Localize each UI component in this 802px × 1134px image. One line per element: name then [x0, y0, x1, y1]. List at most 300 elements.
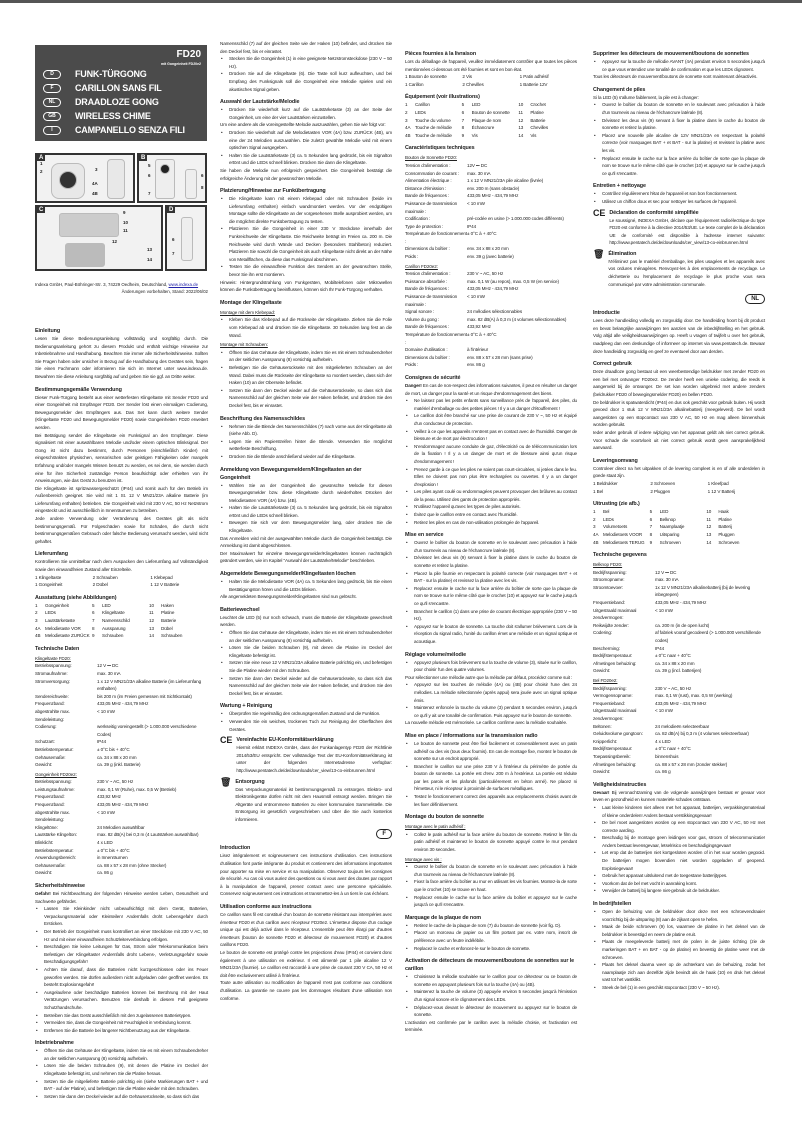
- paragraph: Tous les détecteurs de mouvement/boutons de sonnette sont maintenant désactivés.: [593, 74, 758, 80]
- section-heading: Marquage de la plaque de nom: [405, 914, 481, 921]
- parts-list-cell: Chevilles: [530, 125, 549, 131]
- bullet-item: • Gebruik het apparaat uitsluitend met de toegestane batterijtypes.: [593, 872, 765, 880]
- bullet-item: • Replacez le cache et enfoncez-le sur le bouton de sonnette.: [405, 945, 577, 953]
- bullet-item: • Testen Sie die einwandfreie Funktion des Senders an der gewünschten Stelle, bevor Sie ihn erst montieren.: [220, 263, 392, 278]
- section-heading: Activation de détecteurs de mouvement/boutons de sonnettes sur le carillon: [405, 958, 575, 973]
- bullet-item: • Dévissez les deux vis (9) servant à fixer la platine dans le cache du bouton de sonnette et retirez la platine.: [593, 117, 765, 132]
- subheading: Carillon FD20e2:: [405, 263, 438, 269]
- bullet-item: • N'utilisez l'appareil qu'avec les types de piles autorisés.: [405, 503, 577, 511]
- paragraph: La nouvelle mélodie est mémorisée. Le carillon confirme avec la mélodie souhaitée.: [405, 720, 568, 726]
- spec-label: Betriebsspannung:: [35, 663, 72, 669]
- spec-value: ca. 86 g: [97, 870, 113, 876]
- section-heading: Introduction: [220, 845, 251, 852]
- spec-label: Afmetingen behuizing:: [593, 761, 637, 767]
- parts-list-cell: Touche du volume: [415, 117, 451, 123]
- paragraph: Alle angemeldeten Bewegungsmelder/Klingeltasten sind nun gelöscht.: [220, 594, 357, 600]
- bullet-item: • Drücken Sie auf die Klingeltaste (6). Die Taste soll kurz aufleuchten, und bei Empfang des Funksignals soll die Gongeinheit eine Melodie spielen und ein akustisches Signal geben.: [220, 70, 392, 93]
- section-heading: Mise en place / informations sur la transmission radio: [405, 732, 538, 739]
- bullet-item: • Lösen Sie die beiden Schrauben (9), mit denen die Platine im Deckel der Klingeltaste befestigt ist.: [220, 644, 392, 659]
- column-french: [405, 45, 577, 1034]
- spec-value: 1x 12 V MN21/23A alkalinebatterij (bij de levering inbegrepen): [655, 584, 751, 598]
- parts-list-cell: Lautstärketaste: [45, 618, 75, 623]
- parts-list-cell: LEDs: [603, 516, 614, 522]
- bullet-item: • Veillez à ce que les appareils n'entrent pas en contact avec de l'humidité. Danger de blessure et de mort par électrocution !: [405, 428, 577, 443]
- spec-value: 1 x 12 V MN21/23A pile alcaline (livrée): [467, 178, 544, 184]
- spec-label: Schutzart:: [35, 739, 55, 745]
- paragraph: Namensschild (7) auf der gleichen Seite wie der Haken (10) befindet, und drücken Sie den Deckel fest, bis er einrastet.: [220, 41, 392, 54]
- section-heading: Introductie: [593, 310, 620, 317]
- figure-label: A: [39, 155, 44, 161]
- section-heading: Vereinfachte EU-Konformitätserklärung: [236, 737, 334, 744]
- parts-list-cell: 1 Patin adhésif: [519, 74, 549, 80]
- paragraph: Kontrollieren Sie unmittelbar nach dem Auspacken den Lieferumfang auf Vollständigkeit sowie den einwandfreien Zustand aller Einzelteile.: [35, 559, 208, 573]
- paragraph: Pour sélectionner une mélodie autre que la mélodie par défaut, procédez comme suit :: [405, 674, 573, 680]
- language-row: [43, 69, 147, 79]
- bullet-item: • Replacez ensuite le cache sur la face arrière du boîtier et appuyez sur le cache jusqu'à ce qu'il s'encastre.: [405, 894, 577, 909]
- parts-list-cell: 14: [706, 539, 712, 545]
- figure-c: [35, 205, 163, 271]
- bullet-item: • Stecken Sie die Gongeinheit (1) in eine geeignete Netzstromsteckdose (230 V ~ 50 Hz).: [220, 55, 392, 70]
- bullet-item: • Platzieren Sie die Gongeinheit in einer 230 V Steckdose innerhalb der Funkreichweite der Klingeltaste. Die Reichweite beträgt im Freien ca. 200 m. Die Reichweite wird durch Wände und Decken (besonders Stahlbeton) reduziert. Platzieren Sie sowohl die Gongeinheit als auch Klingeltaste nicht direkt an der Nähe von Metallflächen, da diese das Funksignal abschirmen.: [220, 225, 392, 263]
- bullet-item: • Les piles ayant coulé ou endommagées peuvent provoquer des brûlures au contact de la peau. Utilisez des gants de protection appropriés.: [405, 488, 577, 503]
- warning-text: Bij veronachtzaming van de volgende aanwijzingen bestaat er gevaar voor leven en gezondheid en kunnen materiële schades ontstaan.: [593, 789, 765, 803]
- parts-list-cell: 13: [518, 125, 524, 131]
- section-heading: Bestimmungsgemäße Verwendung: [35, 386, 122, 393]
- bullet-item: • Utilisez un chiffon doux et sec pour nettoyer les surfaces de l'appareil.: [593, 198, 765, 206]
- website-link[interactable]: www.indexa.de: [168, 282, 199, 287]
- top-border: [0, 0, 802, 3]
- paragraph: Lors du déballage de l'appareil, veuillez immédiatement contrôler que toutes les pièces mentionnées ci-dessous ont été fournies et sont en bon état.: [405, 59, 577, 72]
- column-german-french: [220, 40, 392, 1002]
- spec-value: env. 39 g (avec batterie): [467, 254, 514, 260]
- trash-bin-icon: 🗑: [220, 776, 232, 787]
- spec-label: Poids :: [405, 362, 419, 368]
- section-heading: Élimination: [608, 250, 637, 257]
- parts-list-cell: LED: [659, 509, 669, 515]
- spec-label: Stroomopname:: [593, 577, 625, 583]
- bullet-item: • Öffnen Sie das Gehäuse der Klingeltaste, indem Sie es mit einem Schraubendreher an der seitlichen Aussparung (8) vorsichtig aufhebeln.: [220, 349, 392, 364]
- spec-label: Dimensions du boîtier :: [405, 354, 450, 360]
- spec-label: Puissance de transmission maximale :: [405, 200, 458, 214]
- revision-note: Änderungen vorbehalten, Stand: 2022/06/02: [121, 289, 208, 294]
- section-heading: Platzierung/Hinweise zur Funkübertragung: [220, 188, 326, 195]
- parts-list-cell: 6: [92, 610, 95, 616]
- spec-value: werkseitig voreingestellt (> 1.000.000 verschiedene Codes): [97, 724, 197, 737]
- callout: 5: [148, 163, 151, 168]
- declaration-block: [220, 736, 392, 774]
- bullet-item: • Setzen Sie dann den Deckel wieder auf die Gehäuserückseite, so dass sich das Namensschild auf der gleichen Seite wie der Haken befindet, und drücken Sie den Deckel fest, bis er einrastet.: [220, 675, 392, 698]
- callout: 6: [172, 237, 175, 242]
- section-heading: Technische gegevens: [593, 552, 647, 559]
- parts-list-cell: 1 Beldrukker: [593, 480, 618, 486]
- spec-label: Domaine d'utilisation :: [405, 347, 448, 353]
- spec-label: Betriebsspannung:: [35, 779, 72, 785]
- section-heading: In bedrijfstellen: [593, 901, 632, 908]
- parts-list-cell: 10: [518, 102, 524, 108]
- parts-list-cell: 9: [649, 539, 653, 545]
- parts-list-cell: 1: [405, 102, 408, 108]
- subheading: Klingeltaste FD20:: [35, 655, 71, 661]
- parts-list-cell: 2 Pluggen: [650, 488, 671, 494]
- parts-list-cell: Platine: [530, 109, 544, 115]
- spec-value: ca. 88 x 57 x 28 mm (zonder stekker): [655, 761, 728, 767]
- spec-value: ± 0°C naar + 40°C: [655, 653, 691, 659]
- bullet-item: • Contrôlez régulièrement l'état de l'appareil et son bon fonctionnement.: [593, 190, 765, 198]
- spec-label: Uitgestraald maximaal zendvermogen:: [593, 708, 637, 721]
- bullet-item: • Ouvrez le boîtier du bouton de sonnette en le soulevant avec précaution à l'aide d'un tournevis au niveau de l'échancrure latérale (8).: [405, 539, 577, 554]
- figure-d: [165, 205, 207, 271]
- parts-list-cell: Bouton de sonnette: [471, 109, 510, 115]
- warning-label: Danger!: [405, 382, 422, 388]
- section-heading: Lieferumfang: [35, 551, 68, 558]
- section-heading: Beschriftung des Namensschildes: [220, 415, 305, 422]
- figure-label: C: [39, 207, 44, 213]
- paragraph: Der Maximalwert für einzelne Bewegungsmelder/Klingeltasten können nachträglich geändert werden, wie im Kapitel "Auswahl der Lautstärke/Melodie" beschrieben.: [220, 550, 392, 564]
- section-heading: Caractéristiques techniques: [405, 145, 475, 152]
- bullet-item: • Nehmen Sie die Blende des Namensschildes (7) nach vorne aus der Klingeltaste ab (siehe Abb. D).: [220, 423, 392, 438]
- spec-label: Gehäusemaße:: [35, 754, 66, 760]
- bullet-item: • Branchez le carillon sur une prise 230 V à l'intérieur du périmètre de portée du bouton de sonnette. La portée est d'env. 200 m à l'extérieur. La portée est réduite par les parois et les plafonds (particulièrement en béton armé). Ne placez ni l'émetteur, ni le récepteur à proximité de surfaces métalliques.: [405, 763, 577, 793]
- spec-label: Distance d'émission :: [405, 185, 447, 191]
- section-heading: Inbetriebnahme: [35, 1040, 74, 1047]
- figure-caption: [35, 281, 208, 295]
- spec-label: Bande de fréquences :: [405, 324, 450, 330]
- parts-list-cell: Melodietaste ZURÜCK: [45, 633, 90, 639]
- spec-value: 230 V ~ AC, 50 Hz: [97, 779, 134, 785]
- spec-value: IP44: [97, 739, 107, 745]
- parts-list-cell: LED: [102, 602, 111, 608]
- section-heading: Déclaration de conformité simplifiée: [609, 209, 699, 216]
- callout: 1: [40, 161, 43, 166]
- parts-list-cell: 5: [649, 509, 653, 515]
- bullet-item: • Le bouton de sonnette peut être fixé facilement et convenablement avec un patin adhésif ou des vis (tous deux fournis). En cas de montage fixe, montez le bouton de sonnette sur un endroit approprié.: [405, 740, 577, 763]
- paragraph: Leuchtet die LED (5) nur noch schwach, muss die Batterie der Klingeltaste gewechselt werden.: [220, 614, 392, 628]
- spec-label: Stroomtoevoer:: [593, 584, 624, 590]
- paragraph: Ieder ander gebruik of iedere wijziging van het apparaat geldt als niet correct gebruik. Voor schade die voortvloeit uit niet correct gebruik wordt geen aansprakelijkheid aanvaard.: [593, 429, 765, 451]
- spec-value: 230 V ~ AC, 50 Hz: [655, 685, 692, 691]
- paragraph: Si la LED (5) s'allume faiblement, la pile est à changer:: [593, 94, 699, 100]
- callout: 8: [201, 185, 204, 190]
- section-heading: Batteriewechsel: [220, 606, 260, 613]
- section-heading: Technische Daten: [35, 645, 80, 652]
- bullet-item: • Voorkom dat de bel met vocht in aanraking komt.: [593, 880, 765, 888]
- spec-label: Puissance absorbée :: [405, 278, 448, 284]
- spec-value: 433,92 MHz: [97, 794, 121, 800]
- bullet-item: • Appuyez sur le bouton de sonnette. La touche doit s'allumer brièvement. Lors de la réception du signal radio, l'unité du carillon émet une mélodie et un signal optique et acoustique.: [405, 623, 577, 646]
- bullet-item: • Lassen Sie Kleinkinder nicht unbeaufsichtigt mit dem Gerät, Batterien, Verpackungsmaterial oder Kleinteilen! Andernfalls droht Lebensgefahr durch Ersticken.: [35, 905, 208, 928]
- parts-list-cell: 7: [92, 618, 95, 623]
- parts-list: [593, 508, 765, 546]
- spec-value: ± 0°C bis + 40°C: [97, 847, 130, 853]
- parts-list-cell: 4A: [593, 531, 599, 537]
- parts-list-cell: 4A: [405, 125, 411, 131]
- parts-list-cell: 2: [35, 610, 38, 616]
- spec-label: Knipperlicht:: [593, 738, 617, 744]
- parts-list-cell: Melodietoets VOOR: [603, 531, 643, 537]
- spec-value: 12 V ⎓ DC: [655, 569, 677, 575]
- column-french-dutch: [593, 45, 765, 992]
- parts-list-cell: 1 Bouton de sonnette: [405, 74, 447, 80]
- bullet-item: • Collez le patin adhésif sur la face arrière du bouton de sonnette. Retirez le film du patin adhésif et maintenez le bouton de sonnette appuyé contre le mur pendant environ 30 secondes.: [405, 831, 577, 854]
- parts-list-cell: 8: [649, 531, 653, 537]
- title-banner: [35, 45, 207, 141]
- bullet-item: • Entfernen Sie die Batterie bei längerer Nichtbenutzung aus der Klingeltaste.: [35, 1027, 208, 1035]
- declaration-body: [608, 250, 765, 288]
- spec-label: Consommation de courant :: [405, 170, 459, 176]
- spec-value: bis 200 m (im Freien gemessen mit Sichtkontakt): [97, 693, 192, 699]
- parts-list-cell: 2 Vis: [462, 74, 472, 80]
- warning-paragraph: [405, 382, 577, 397]
- parts-list-cell: 1 12 V Batterie: [150, 582, 180, 588]
- paragraph: Das Anmelden wird mit der ausgewählten Melodie durch die Gongeinheit bestätigt. Die Anmeldung ist damit abgeschlossen.: [220, 535, 392, 549]
- spec-value: ± 0°C à + 40°C: [467, 332, 497, 337]
- spec-label: Geluidsvolume gongtoon:: [593, 731, 643, 737]
- spec-label: Bescherming:: [593, 645, 620, 651]
- bullet-item: • Betreiben Sie das Gerät ausschließlich mit den zugelassenen Batterietypen.: [35, 1012, 208, 1020]
- parts-list-cell: 1 Kleefpad: [707, 480, 729, 486]
- spec-value: in Innenräumen: [97, 855, 128, 861]
- parts-list-cell: 6: [649, 516, 653, 522]
- spec-label: abgestrahlte max. Sendeleistung:: [35, 809, 70, 823]
- paragraph: Sie haben die Melodie nun erfolgreich gespeichert. Die Gongeinheit bestätigt die erfolgreiche Änderung mit der gewünschten Melodie.: [220, 167, 392, 181]
- spec-label: Gewicht:: [593, 668, 611, 674]
- spec-label: Stromversorgung:: [35, 678, 70, 684]
- parts-list-cell: 2 Schrauben: [92, 574, 118, 580]
- spec-label: Tension d'alimentation :: [405, 271, 451, 277]
- spec-label: Betriebstemperatur:: [35, 847, 74, 853]
- parts-list: [35, 574, 208, 589]
- parts-list-cell: 1 Gongeinheit: [35, 582, 63, 588]
- parts-list-cell: 4B: [35, 633, 41, 639]
- bullet-item: • Replacez ensuite le cache sur la face arrière du boîtier de sorte que la plaque de nom se trouve sur le même côté que le crochet (10) et appuyez sur le cache jusqu'à ce qu'il s'encastre.: [593, 155, 765, 178]
- bullet-item: • Setzen Sie dann den Deckel wieder auf die Gehäuserückseite, so dass sich das Namensschild auf der gleichen Seite wie der Haken befindet, und drücken Sie den Deckel fest, bis er einrastet.: [220, 387, 392, 410]
- bullet-item: • Steek de bel (1) in een geschikt stopcontact (230 V ~ 50 Hz).: [593, 984, 765, 992]
- bullet-item: • Testez le fonctionnement correct des appareils aux emplacements choisis avant de les fixer définitivement.: [405, 793, 577, 808]
- parts-list-cell: 2: [405, 109, 408, 115]
- figure-b: [137, 153, 207, 203]
- bullet-item: • Überprüfen Sie regelmäßig den ordnungsgemäßen Zustand und die Funktion.: [220, 710, 392, 718]
- spec-label: Blinklicht:: [35, 840, 54, 846]
- callout: 11: [123, 228, 128, 233]
- trash-bin-icon: 🗑: [593, 248, 605, 259]
- parts-list-cell: Haak: [718, 509, 729, 515]
- parts-list-cell: 3: [593, 524, 596, 530]
- spec-value: ± 0°C naar + 40°C: [655, 746, 691, 752]
- paragraph: Bei Betätigung sendet die Klingeltaste ein Funksignal an den Empfänger. Diese signalisiert mit einer auswählbaren Melodie und/oder einem optischen Blinksignal. Der Gong ist nicht dazu bestimmt, durch Personen (einschließlich Kinder) mit eingeschränkten physischen, sensorischen oder geistigen Fähigkeiten oder mangels Erfahrung und/oder mangels Wissen benutzt zu werden, es sei denn, sie werden durch eine für ihre Sicherheit zuständige Person beaufsichtigt oder erhielten von ihr Anweisungen, wie das Gerät zu benutzen ist.: [35, 432, 208, 484]
- spec-value: IP44: [467, 223, 477, 229]
- section-heading: Montage der Klingeltaste: [220, 299, 282, 306]
- callout: 7: [172, 251, 175, 256]
- parts-list-cell: Schrauben: [161, 633, 183, 639]
- spec-label: Codification :: [405, 216, 431, 222]
- parts-list-cell: 1 Klebepad: [150, 574, 173, 580]
- language-section-marker: [220, 829, 392, 839]
- parts-list-cell: 11: [518, 109, 523, 115]
- section-heading: Entsorgung: [235, 778, 265, 785]
- parts-list-cell: 11: [706, 516, 711, 522]
- parts-list-cell: Namensschild: [102, 618, 130, 623]
- language-title: DRAADLOZE GONG: [75, 97, 159, 107]
- paragraph: Lisez intégralement et soigneusement ces instructions d'utilisation. Ces instructions d'utilisation font partie intégrante du produit et contiennent des informations importantes pour apporter sa mise en service et sa manipulation. Observez toujours les consignes de sécurité. Au cas où vous auriez des questions ou si vous avez des doutes par rapport à la manipulation de l'appareil, prenez contact avec une personne spécialisée. Conservez soigneusement ces instructions et transmettez-les à un tiers le cas échéant.: [220, 853, 392, 897]
- bullet-item: • Maak de beide schroeven (9) los, waarmee de platine in het deksel van de beldrukker is bevestigd en neem de platine eruit.: [593, 923, 765, 938]
- bullet-item: • Befestigen Sie die Gehäuserückseite mit den mitgelieferten Schrauben an der Wand. Dabei muss die Rückseite der Klingeltaste so montiert werden, dass sich der Haken (10) an der Oberseite befindet.: [220, 364, 392, 387]
- spec-value: pré-codée en usine (> 1.000.000 codes différents): [467, 216, 564, 222]
- callout: 6: [201, 173, 204, 178]
- section-heading: Uitrusting (zie afb.): [593, 501, 640, 508]
- bullet-item: • Maintenez la touche de volume (3) appuyée environ 5 secondes jusqu'à l'émission d'un signal sonore et le clignotement des LEDs.: [405, 988, 577, 1003]
- paragraph: Die Klingeltaste ist spritzwassergeschützt (IP44) und somit auch für den Betrieb im Außenbereich geeignet. Sie wird mit 1 St. 12 V MN21/23A alkaline Batterie (im Lieferumfang enthalten) betrieben. Die Gongeinheit wird mit 230 V AC, 50 Hz Netzstrom eingesteckt und ist ausschließlich in Innenräumen zu betreiben.: [35, 485, 208, 514]
- bullet-item: • Halten Sie die Lautstärketaste (3) ca. 5 Sekunden lang gedrückt, bis ein Signalton ertönt und die LEDs schnell blinken.: [220, 504, 392, 519]
- parts-list: [405, 73, 577, 88]
- language-row: [43, 111, 151, 121]
- parts-list-cell: Naamplaatje: [659, 524, 685, 530]
- parts-list-cell: 11: [149, 610, 154, 616]
- language-code-badge: F: [376, 829, 392, 839]
- paragraph: Controleer direct na het uitpakken of de levering compleet is en of alle onderdelen in goede staat zijn.: [593, 465, 765, 479]
- language-code-badge: F: [43, 84, 61, 93]
- spec-value: ± 0°C à + 40°C: [467, 231, 497, 237]
- bullet-item: • Legen Sie ein Papierstreifen hinter die Blende. Verwenden Sie möglichst wetterfeste Beschriftung.: [220, 438, 392, 453]
- parts-list-cell: 6: [461, 109, 465, 115]
- spec-value: < 10 mW: [467, 294, 485, 300]
- parts-list-cell: 1 Bel: [593, 488, 603, 494]
- spec-label: Puissance de transmission maximale :: [405, 294, 458, 307]
- spec-value: max. 0,1 W (Ruhe), max. 0,5 W (Betrieb): [97, 786, 177, 792]
- parts-list-cell: 2: [593, 516, 596, 522]
- spec-label: Sendereichweite:: [35, 693, 69, 699]
- bullet-item: • Drücken Sie die Blende anschließend wieder auf die Klingeltaste.: [220, 453, 392, 461]
- callout: 10: [123, 220, 129, 225]
- spec-label: Afmetingen behuizing:: [593, 660, 637, 666]
- language-code-badge: NL: [43, 98, 61, 107]
- spec-label: Uitgestraald maximaal zendvermogen:: [593, 607, 637, 621]
- parts-list-cell: Melodietaste VOR: [45, 625, 81, 631]
- spec-label: abgestrahlte max. Sendeleistung:: [35, 708, 70, 722]
- figure-label: D: [169, 207, 174, 213]
- spec-value: IP44: [655, 645, 665, 651]
- bullet-item: • Fixez la face arrière du boîtier au mur en utilisant les vis fournies. Montez-la de sorte que le crochet (10) se trouve en haut.: [405, 878, 577, 893]
- parts-list-cell: 3: [405, 117, 408, 123]
- spec-value: ca. 200 m (in de open lucht): [655, 622, 710, 628]
- spec-table: [593, 685, 765, 776]
- spec-label: Bande de fréquences :: [405, 286, 450, 292]
- section-heading: Montage du bouton de sonnette: [405, 814, 484, 821]
- spec-value: max. 30 mA: [97, 670, 121, 676]
- callout: 2: [40, 169, 43, 174]
- callout: 4B: [92, 191, 98, 196]
- declaration-block: [593, 209, 765, 247]
- spec-value: max. 82 dB(A) à 0,3 m (4 volumes sélectionnables): [467, 316, 567, 322]
- declaration-body: [609, 209, 765, 247]
- spec-label: Bedrijfsspanning:: [593, 569, 627, 575]
- parts-list-cell: 8: [92, 625, 95, 631]
- bullet-item: • Placez la pile fournie en respectant la polarité correcte (voir marquages BAT + et BAT - sur la platine) et revissez la platine avec les vis.: [405, 570, 577, 585]
- spec-value: env. 34 x 88 x 20 mm: [467, 246, 509, 252]
- subheading: Montage avec vis :: [405, 856, 442, 862]
- parts-list: [35, 602, 208, 640]
- parts-list-cell: 1 Batterie 12V: [519, 81, 548, 87]
- warning-text: Bei Nichtbeachtung der folgenden Hinweise werden Leben, Gesundheit und Sachwerte gefährdet.: [35, 891, 208, 904]
- bullet-item: • Lösen Sie die beiden Schrauben (9), mit denen die Platine im Deckel der Klingeltaste befestigt ist, und nehmen Sie die Platine heraus.: [35, 1062, 208, 1077]
- parts-list-cell: 2 Chevilles: [462, 81, 484, 87]
- ce-mark-icon: CE: [220, 735, 233, 746]
- address: Indexa GmbH, Paul-Böhringer-Str. 3, 74229 Oedheim, Deutschland,: [35, 282, 168, 287]
- parts-list-cell: 5: [461, 102, 465, 108]
- paragraph: Ce carillon sans fil est constitué d'un bouton de sonnette résistant aux intempéries avec émetteur FD20 et d'un carillon avec récepteur FD20e2. L'émetteur dispose d'un codage unique qui est déjà activé dans le récepteur. L'ensemble peut être élargi par d'autres émetteurs (bouton de sonnette FD20 et détecteur de mouvement FD20) et d'autres carillons FD20.: [220, 912, 392, 948]
- bullet-item: • Setzen Sie eine neue 12 V MN21/23A alkaline Batterie polrichtig ein, und befestigen Sie die Platine wieder mit den Schrauben.: [220, 659, 392, 674]
- parts-list-cell: 8: [461, 125, 465, 131]
- bullet-item: • N'endommagez aucune conduite de gaz, d'électricité ou de télécommunication lors de la fixation ! Il y a un danger de mort et de blessure ainsi qu'un risque d'endommagement !: [405, 443, 577, 466]
- parts-list-cell: 2 Dübel: [92, 582, 108, 588]
- bullet-item: • Replacez ensuite le cache sur la face arrière du boîtier de sorte que la plaque de nom se trouve sur le même côté que le crochet (10) et appuyez sur le cache jusqu'à ce qu'il s'encastre.: [405, 585, 577, 608]
- section-heading: Mise en service: [405, 532, 444, 539]
- section-heading: Entretien + nettoyage: [593, 183, 646, 190]
- parts-list-cell: 4B: [593, 539, 599, 545]
- spec-value: 4 x LED: [655, 738, 671, 744]
- spec-value: < 10 mW: [655, 607, 673, 613]
- warning-text: En cas de non-respect des informations suivantes, il peut en résulter un danger de mort, un danger pour la santé et un risque d'endommagement des biens.: [405, 382, 577, 396]
- spec-label: Bedrijfstemperatuur:: [593, 746, 633, 752]
- parts-list-cell: Touche de mélodie: [415, 125, 452, 131]
- parts-list-cell: Carillon: [415, 102, 430, 108]
- subheading: Montage avec le patin adhésif :: [405, 824, 466, 830]
- parts-list-cell: 1: [35, 602, 38, 608]
- spec-label: Type de protection :: [405, 223, 444, 229]
- paragraph: L'activation est confirmée par le carillon avec la mélodie choisie, et l'activation est terminée.: [405, 1019, 577, 1033]
- callout: 9: [123, 210, 126, 215]
- paragraph: Jede andere Verwendung oder Veränderung des Gerätes gilt als nicht bestimmungsgemäß. Für Folgeschäden sowie für Schäden, die durch nicht bestimmungsgemäßen Gebrauch oder falsche Bedienung verursacht werden, wird nicht gehaftet.: [35, 516, 208, 544]
- spec-value: à l'intérieur: [467, 347, 489, 353]
- bullet-item: • Verwenden Sie ein weiches, trockenes Tuch zur Reinigung der Oberflächen des Gerätes.: [220, 718, 392, 733]
- bullet-item: • Open de behuizing van de beldrukker door deze met een schroevendraaier voorzichtig bij de uitsparing (8) aan de zijkant open te hefen.: [593, 908, 765, 923]
- spec-label: Frequentieband:: [593, 700, 625, 706]
- subheading: Gongeinheit FD20e2:: [35, 771, 77, 777]
- parts-list-cell: LEDs: [415, 109, 426, 115]
- bullet-item: • Plaats het deksel daarna weer op de achterkant van de behuizing, zodat het naamplaatje zich aan dezelfde zijde bevindt als de haak (10) en druk het deksel vast tot het vastklikt.: [593, 961, 765, 984]
- spec-label: Bedrijfstemperatuur:: [593, 653, 633, 659]
- spec-value: max. 30 mA: [467, 170, 491, 176]
- spec-label: Température de fonctionnement :: [405, 332, 467, 345]
- subheading: Montage mit Schrauben:: [220, 342, 268, 348]
- bullet-item: • Halten Sie die Lautstärketaste (3) ca. 5 Sekunden lang gedrückt, bis ein Signalton ertönt und die LEDs schnell blinken. Drücken Sie dann die Klingeltaste.: [220, 152, 392, 167]
- bullet-item: • Plaats de meegeleverde batterij met de polen in de juiste richting (zie de markeringen BAT + en BAT - op de platine) en bevestig de platine weer met de schroeven.: [593, 938, 765, 961]
- parts-list-cell: Klingeltaste: [102, 610, 125, 616]
- parts-list: [593, 480, 765, 495]
- spec-label: Gehäusemaße:: [35, 862, 66, 868]
- spec-label: Dimensions du boîtier :: [405, 246, 450, 252]
- subheading: Bouton de Sonnette FD20:: [405, 155, 457, 161]
- parts-list: [405, 101, 577, 139]
- parts-list-cell: Gongeinheit: [45, 602, 69, 608]
- bullet-item: • Déplacez-vous devant le détecteur de mouvement ou appuyez sur le bouton de sonnette.: [405, 1004, 577, 1019]
- bullet-item: • Appuyez sur la touche de mélodie AVANT (4A) pendant environ 5 secondes jusqu'à ce que vous entendiez une tonalité de confirmation et que les LEDs clignotent.: [593, 58, 765, 73]
- spec-label: Stromaufnahme:: [35, 670, 68, 676]
- paragraph: Lees deze handleiding volledig en zorgvuldig door. De handleiding hoort bij dit product en bevat belangrijke aanwijzingen ten aanzien van de inbedrijfstelling en het gebruik. Volg altijd alle veiligheidsaanwijzingen op. Heeft u vragen of twijfelt u over het gebruik, raadpleeg dan een deskundige of informeer op internet via www.pentatech.de. Bewaar deze handleiding zorgvuldig en geef ze eventueel door aan derden.: [593, 318, 765, 354]
- parts-list-cell: Vis: [471, 132, 478, 138]
- parts-list-cell: Batterie: [161, 618, 177, 623]
- spec-value: env. 86 g: [467, 362, 485, 368]
- language-row: [43, 83, 162, 93]
- callout: 4A: [92, 181, 98, 186]
- parts-list-cell: 14: [149, 633, 154, 639]
- spec-label: Klingeltöne:: [35, 824, 58, 830]
- bullet-item: • Choisissez la mélodie souhaitée sur le carillon pour ce détecteur ou ce bouton de sonnette en appuyant plusieurs fois sur la touche (4A) ou (4B).: [405, 973, 577, 988]
- bullet-item: • Beschädigen Sie keine Leitungen für Gas, Strom oder Telekommunikation beim Befestigen der Klingeltaste! Andernfalls droht Lebens-, Verletzungsgefahr sowie Beschädigungsgefahr!: [35, 943, 208, 966]
- paragraph: Dieser Funk-Türgong besteht aus einer wetterfesten Klingeltaste mit Sender FD20 und einer Gongeinheit mit Empfänger FD20. Der Sender löst einen einmaligen Codierung, Bewegungsmelder des Empfängers aus. Das Set kann durch weitere Sender (Klingeltaste FD20 und Bewegungsmelder FD20) sowie Gongeinheiten FD20 erweitert werden.: [35, 394, 208, 430]
- bullet-item: • Ouvrez le boîtier du bouton de sonnette en le soulevant avec précaution à l'aide d'un tournevis au niveau de l'échancrure latérale (8).: [593, 101, 765, 116]
- bullet-item: • Setzen Sie dann den Deckel wieder auf die Gehäuserückseite, so dass sich das: [35, 1093, 208, 1101]
- subheading: Bel FD20e2:: [593, 678, 618, 683]
